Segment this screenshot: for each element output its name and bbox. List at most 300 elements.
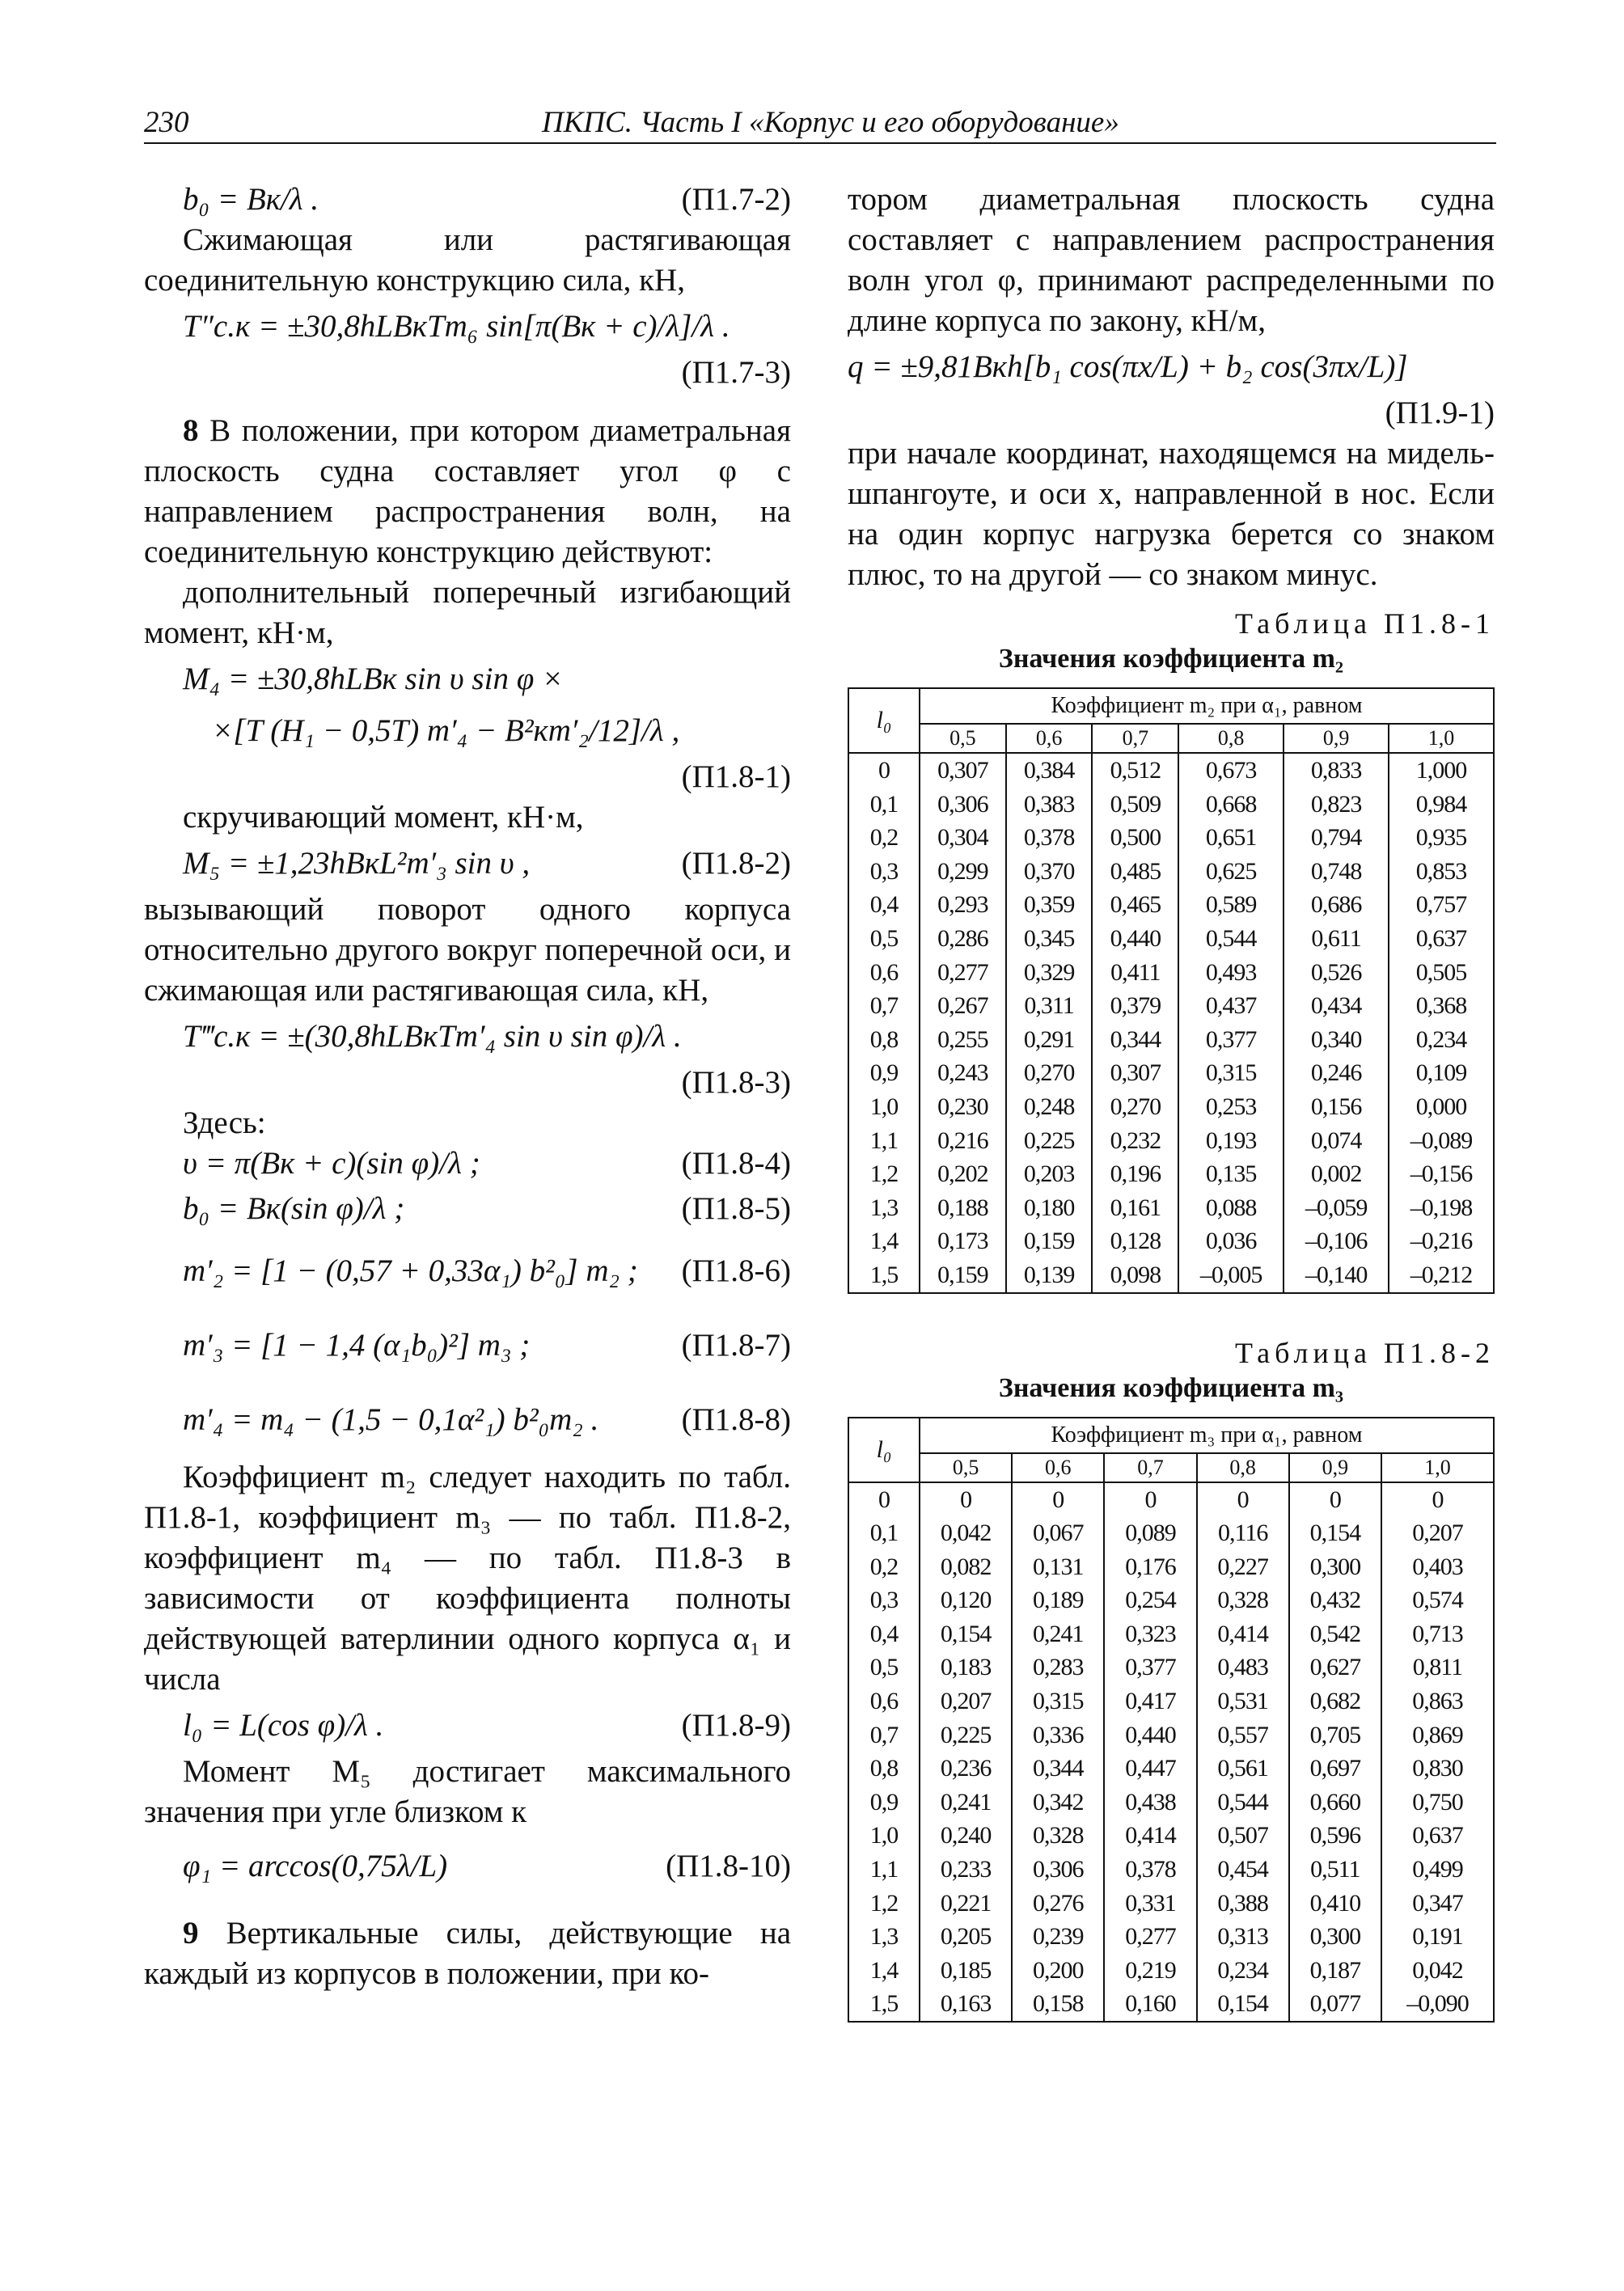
value-cell: 0,596	[1289, 1819, 1381, 1853]
table-row	[848, 1853, 1494, 1887]
equation-formula: m′₂ = [1 − (0,57 + 0,33α₁) b²₀] m₂ ;	[183, 1253, 638, 1288]
equation-number: (П1.8-9)	[681, 1708, 791, 1743]
value-cell: 0,757	[1389, 888, 1494, 922]
equation-number: (П1.8-7)	[681, 1328, 791, 1363]
value-cell: 0,526	[1284, 956, 1389, 990]
value-cell: 0,984	[1389, 788, 1494, 822]
row-l0-cell: 0,1	[848, 1516, 920, 1550]
value-cell: 0,230	[920, 1090, 1006, 1124]
alpha-header: 0,7	[1104, 1453, 1196, 1482]
value-cell: 0,505	[1389, 956, 1494, 990]
equation-formula: M₅ = ±1,23hBкL²m′₃ sin υ ,	[183, 846, 531, 881]
row-l0-cell: 0,4	[848, 888, 920, 922]
value-cell: 0,000	[1389, 1090, 1494, 1124]
equation-p1-8-7	[144, 1308, 791, 1383]
table-row	[848, 855, 1494, 889]
row-l0-cell: 0,7	[848, 1718, 920, 1752]
section-number: 9	[183, 1916, 199, 1951]
value-cell: 0,511	[1289, 1853, 1381, 1887]
paragraph-here: Здесь:	[183, 1105, 266, 1140]
value-cell: 0,378	[1006, 821, 1093, 855]
value-cell: 0,863	[1381, 1684, 1494, 1718]
value-cell: 0,089	[1104, 1516, 1196, 1550]
value-cell: 0,440	[1104, 1718, 1196, 1752]
value-cell: 0,465	[1092, 888, 1178, 922]
value-cell: 0,306	[920, 788, 1006, 822]
value-cell: 0,159	[920, 1258, 1006, 1293]
value-cell: 0,185	[920, 1954, 1012, 1988]
equation-p1-8-9	[144, 1700, 791, 1752]
value-cell: –0,198	[1389, 1191, 1494, 1225]
value-cell: 0,347	[1381, 1887, 1494, 1921]
value-cell: 0,299	[920, 855, 1006, 889]
row-l0-cell: 0	[848, 1482, 920, 1517]
value-cell: 0,154	[1289, 1516, 1381, 1550]
row-header: l₀	[848, 688, 920, 753]
value-cell: 0,574	[1381, 1583, 1494, 1617]
table-m3	[848, 1417, 1495, 2023]
table-row	[848, 1718, 1494, 1752]
value-cell: 0,163	[920, 1987, 1012, 2022]
value-cell: 0,234	[1389, 1023, 1494, 1057]
value-cell: –0,090	[1381, 1987, 1494, 2022]
value-cell: 0,109	[1389, 1056, 1494, 1090]
value-cell: 0,359	[1006, 888, 1093, 922]
table-1-title: Значения коэффициента m₂	[998, 644, 1344, 674]
value-cell: 0,438	[1104, 1786, 1196, 1820]
row-l0-cell: 1,4	[848, 1224, 920, 1258]
value-cell: –0,106	[1284, 1224, 1389, 1258]
value-cell: 0,176	[1104, 1550, 1196, 1584]
value-cell: 0,625	[1178, 855, 1284, 889]
equation-formula: ×[T (H₁ − 0,5T) m′₄ − B²кm′₂/12]/λ ,	[212, 713, 680, 748]
value-cell: 0,440	[1092, 922, 1178, 956]
value-cell: –0,005	[1178, 1258, 1284, 1293]
paragraph-coefficient-m2: Коэффициент m₂ следует находить по табл. П1.8-1, коэффициент m₃ — по табл. П1.8-2, коэффициент m₄ — по табл. П1.8-3 в зависимости от коэффициента полноты действующей ватерлинии одного корпуса α₁ и числа	[144, 1460, 791, 1697]
value-cell: 0,833	[1284, 753, 1389, 788]
value-cell: 0,232	[1092, 1124, 1178, 1158]
value-cell: 0,378	[1104, 1853, 1196, 1887]
equation-formula: T‴с.к = ±(30,8hLBкTm′₄ sin υ sin φ)/λ .	[183, 1019, 682, 1054]
alpha-header: 0,9	[1289, 1453, 1381, 1482]
equation-number: (П1.7-2)	[681, 182, 791, 217]
value-cell: 0,193	[1178, 1124, 1284, 1158]
row-l0-cell: 0,8	[848, 1752, 920, 1786]
value-cell: 0,189	[1012, 1583, 1104, 1617]
equation-formula: υ = π(Bк + c)(sin φ)/λ ;	[183, 1146, 480, 1181]
table-row	[848, 1987, 1494, 2022]
table-row	[848, 922, 1494, 956]
value-cell: 0,811	[1381, 1651, 1494, 1684]
value-cell: 0,291	[1006, 1023, 1093, 1057]
paragraph-section-9	[144, 1913, 791, 1994]
group-header: Коэффициент m₃ при α₁, равном	[920, 1418, 1494, 1453]
value-cell: 0,067	[1012, 1516, 1104, 1550]
table-row	[848, 1617, 1494, 1651]
value-cell: 0,248	[1006, 1090, 1093, 1124]
value-cell: 0,379	[1092, 989, 1178, 1023]
value-cell: 0,154	[920, 1617, 1012, 1651]
table-1-label: Таблица П1.8-1	[1235, 607, 1495, 640]
equation-number: (П1.7-3)	[681, 355, 791, 390]
value-cell: 0,116	[1197, 1516, 1289, 1550]
row-l0-cell: 0,2	[848, 1550, 920, 1584]
value-cell: 0,241	[920, 1786, 1012, 1820]
value-cell: 0,180	[1006, 1191, 1093, 1225]
value-cell: 0,414	[1104, 1819, 1196, 1853]
value-cell: 0,286	[920, 922, 1006, 956]
value-cell: 0,411	[1092, 956, 1178, 990]
value-cell: 0,823	[1284, 788, 1389, 822]
row-l0-cell: 0,3	[848, 855, 920, 889]
equation-p1-8-3	[144, 1011, 791, 1063]
row-l0-cell: 1,0	[848, 1090, 920, 1124]
table-row	[848, 1157, 1494, 1191]
alpha-header-row	[848, 1453, 1494, 1482]
row-l0-cell: 0,4	[848, 1617, 920, 1651]
table-row	[848, 1224, 1494, 1258]
table-row	[848, 1819, 1494, 1853]
value-cell: 0,139	[1006, 1258, 1093, 1293]
alpha-header: 1,0	[1381, 1453, 1494, 1482]
value-cell: 0,227	[1197, 1550, 1289, 1584]
value-cell: 0,200	[1012, 1954, 1104, 1988]
value-cell: 0,161	[1092, 1191, 1178, 1225]
row-l0-cell: 0,6	[848, 956, 920, 990]
row-l0-cell: 1,1	[848, 1124, 920, 1158]
table-row	[848, 1258, 1494, 1293]
paragraph-section-8	[144, 411, 791, 573]
value-cell: 0,253	[1178, 1090, 1284, 1124]
value-cell: 0,447	[1104, 1752, 1196, 1786]
table-row	[848, 821, 1494, 855]
equation-formula: q = ±9,81Bкh[b₁ cos(πx/L) + b₂ cos(3πx/L)]	[848, 349, 1408, 384]
table-row	[848, 1550, 1494, 1584]
value-cell: 0	[920, 1482, 1012, 1517]
value-cell: 0,686	[1284, 888, 1389, 922]
row-l0-cell: 0,9	[848, 1056, 920, 1090]
value-cell: 0,207	[1381, 1516, 1494, 1550]
paragraph-rotation: вызывающий поворот одного корпуса относительно другого вокруг поперечной оси, и сжимающая или растягивающая сила, кН,	[144, 892, 791, 1008]
equation-formula: φ₁ = arccos(0,75λ/L)	[183, 1849, 448, 1883]
table-row	[848, 1651, 1494, 1684]
value-cell: 0,188	[920, 1191, 1006, 1225]
value-cell: 0,313	[1197, 1920, 1289, 1954]
value-cell: 0	[1104, 1482, 1196, 1517]
row-l0-cell: 1,3	[848, 1920, 920, 1954]
value-cell: 0,234	[1197, 1954, 1289, 1988]
value-cell: 0,074	[1284, 1124, 1389, 1158]
value-cell: 0,225	[1006, 1124, 1093, 1158]
equation-p1-8-10	[144, 1832, 791, 1900]
table-row	[848, 1090, 1494, 1124]
value-cell: 0,240	[920, 1819, 1012, 1853]
row-l0-cell: 1,4	[848, 1954, 920, 1988]
row-l0-cell: 0,5	[848, 922, 920, 956]
alpha-header: 0,6	[1006, 724, 1093, 753]
table-row	[848, 888, 1494, 922]
value-cell: 0,673	[1178, 753, 1284, 788]
value-cell: 0,191	[1381, 1920, 1494, 1954]
value-cell: 0,306	[1012, 1853, 1104, 1887]
value-cell: 0,156	[1284, 1090, 1389, 1124]
value-cell: 0,542	[1289, 1617, 1381, 1651]
value-cell: 0,417	[1104, 1684, 1196, 1718]
equation-formula: l₀ = L(cos φ)/λ .	[183, 1708, 384, 1743]
paragraph-moment-m5: Момент M₅ достигает максимального значения при угле близком к	[144, 1754, 791, 1829]
row-l0-cell: 1,5	[848, 1987, 920, 2022]
value-cell: 0,221	[920, 1887, 1012, 1921]
value-cell: 0,203	[1006, 1157, 1093, 1191]
value-cell: 0,160	[1104, 1987, 1196, 2022]
value-cell: 0,077	[1289, 1987, 1381, 2022]
value-cell: 0,434	[1284, 989, 1389, 1023]
equation-p1-7-3	[144, 301, 791, 353]
value-cell: 0	[1012, 1482, 1104, 1517]
row-l0-cell: 0	[848, 753, 920, 788]
value-cell: 0,383	[1006, 788, 1093, 822]
alpha-header: 0,7	[1092, 724, 1178, 753]
row-l0-cell: 1,5	[848, 1258, 920, 1293]
table-row	[848, 788, 1494, 822]
value-cell: 0,377	[1178, 1023, 1284, 1057]
value-cell: 0,202	[920, 1157, 1006, 1191]
value-cell: 0,187	[1289, 1954, 1381, 1988]
equation-formula: M₄ = ±30,8hLBк sin υ sin φ ×	[183, 662, 564, 696]
row-l0-cell: 1,0	[848, 1819, 920, 1853]
left-column	[144, 180, 791, 1994]
value-cell: 0,243	[920, 1056, 1006, 1090]
value-cell: 0	[1381, 1482, 1494, 1517]
equation-formula: b₀ = Bк/λ .	[183, 182, 319, 217]
section-number: 8	[183, 413, 199, 448]
equation-p1-8-2	[144, 838, 791, 890]
value-cell: 0,344	[1092, 1023, 1178, 1057]
alpha-header: 0,6	[1012, 1453, 1104, 1482]
value-cell: 0,267	[920, 989, 1006, 1023]
paragraph-distributed-load: тором диаметральная плоскость судна составляет с направлением распространения волн угол φ, принимают распределенными по длине корпуса по закону, кН/м,	[848, 182, 1495, 338]
value-cell: 0,277	[920, 956, 1006, 990]
row-l0-cell: 0,8	[848, 1023, 920, 1057]
equation-p1-8-6	[144, 1234, 791, 1308]
value-cell: 0,336	[1012, 1718, 1104, 1752]
value-cell: 0,307	[1092, 1056, 1178, 1090]
equation-p1-8-5	[144, 1189, 791, 1234]
value-cell: –0,059	[1284, 1191, 1389, 1225]
value-cell: 0,344	[1012, 1752, 1104, 1786]
value-cell: 0,345	[1006, 922, 1093, 956]
table-2-title: Значения коэффициента m₃	[998, 1372, 1344, 1403]
value-cell: 1,000	[1389, 753, 1494, 788]
value-cell: 0,512	[1092, 753, 1178, 788]
value-cell: 0,323	[1104, 1617, 1196, 1651]
value-cell: 0,315	[1012, 1684, 1104, 1718]
value-cell: 0,207	[920, 1684, 1012, 1718]
value-cell: 0,098	[1092, 1258, 1178, 1293]
value-cell: 0,270	[1092, 1090, 1178, 1124]
value-cell: 0,088	[1178, 1191, 1284, 1225]
value-cell: 0,254	[1104, 1583, 1196, 1617]
alpha-header: 0,8	[1178, 724, 1284, 753]
value-cell: 0,236	[920, 1752, 1012, 1786]
value-cell: 0,120	[920, 1583, 1012, 1617]
value-cell: 0,002	[1284, 1157, 1389, 1191]
value-cell: 0,158	[1012, 1987, 1104, 2022]
value-cell: 0,531	[1197, 1684, 1289, 1718]
value-cell: 0,713	[1381, 1617, 1494, 1651]
value-cell: 0,668	[1178, 788, 1284, 822]
value-cell: 0,611	[1284, 922, 1389, 956]
equation-number: (П1.9-1)	[1385, 395, 1495, 430]
value-cell: 0,368	[1389, 989, 1494, 1023]
value-cell: 0,748	[1284, 855, 1389, 889]
value-cell: 0,557	[1197, 1718, 1289, 1752]
value-cell: 0,293	[920, 888, 1006, 922]
paragraph-bending-moment: дополнительный поперечный изгибающий момент, кН·м,	[144, 575, 791, 650]
running-title: ПКПС. Часть I «Корпус и его оборудование»	[542, 106, 1119, 139]
row-l0-cell: 0,7	[848, 989, 920, 1023]
value-cell: 0,246	[1284, 1056, 1389, 1090]
table-row	[848, 1752, 1494, 1786]
value-cell: 0,328	[1012, 1819, 1104, 1853]
equation-number: (П1.8-1)	[681, 759, 791, 794]
table-row	[848, 1056, 1494, 1090]
value-cell: –0,140	[1284, 1258, 1389, 1293]
paragraph-compressive-force: Сжимающая или растягивающая соединительную конструкцию сила, кН,	[144, 222, 791, 298]
value-cell: 0,544	[1178, 922, 1284, 956]
value-cell: 0,561	[1197, 1752, 1289, 1786]
table-row	[848, 1191, 1494, 1225]
value-cell: 0,277	[1104, 1920, 1196, 1954]
value-cell: 0,135	[1178, 1157, 1284, 1191]
table-row	[848, 1482, 1494, 1517]
row-header: l₀	[848, 1418, 920, 1482]
value-cell: 0,239	[1012, 1920, 1104, 1954]
row-l0-cell: 0,5	[848, 1651, 920, 1684]
value-cell: 0,128	[1092, 1224, 1178, 1258]
value-cell: 0,196	[1092, 1157, 1178, 1191]
value-cell: 0,042	[1381, 1954, 1494, 1988]
value-cell: 0,414	[1197, 1617, 1289, 1651]
value-cell: 0,042	[920, 1516, 1012, 1550]
value-cell: –0,156	[1389, 1157, 1494, 1191]
table-row	[848, 1516, 1494, 1550]
value-cell: 0,651	[1178, 821, 1284, 855]
value-cell: 0,270	[1006, 1056, 1093, 1090]
alpha-header-row	[848, 724, 1494, 753]
value-cell: 0,233	[920, 1853, 1012, 1887]
value-cell: 0,154	[1197, 1987, 1289, 2022]
equation-formula: m′₃ = [1 − 1,4 (α₁b₀)²] m₃ ;	[183, 1328, 531, 1363]
value-cell: 0,869	[1381, 1718, 1494, 1752]
value-cell: 0,183	[920, 1651, 1012, 1684]
value-cell: 0,493	[1178, 956, 1284, 990]
value-cell: 0,660	[1289, 1786, 1381, 1820]
value-cell: 0,697	[1289, 1752, 1381, 1786]
page-header	[144, 102, 1496, 144]
value-cell: 0,036	[1178, 1224, 1284, 1258]
row-l0-cell: 0,1	[848, 788, 920, 822]
group-header: Коэффициент m₂ при α₁, равном	[920, 688, 1494, 724]
value-cell: 0,853	[1389, 855, 1494, 889]
value-cell: 0,315	[1178, 1056, 1284, 1090]
table-row	[848, 1124, 1494, 1158]
table-row	[848, 1954, 1494, 1988]
value-cell: 0,432	[1289, 1583, 1381, 1617]
equation-formula: b₀ = Bк(sin φ)/λ ;	[183, 1191, 405, 1226]
value-cell: 0,454	[1197, 1853, 1289, 1887]
table-m2	[848, 687, 1495, 1294]
value-cell: 0,283	[1012, 1651, 1104, 1684]
alpha-header: 0,9	[1284, 724, 1389, 753]
page-number: 230	[144, 106, 189, 139]
value-cell: 0,159	[1006, 1224, 1093, 1258]
equation-p1-8-8	[144, 1383, 791, 1457]
value-cell: 0,544	[1197, 1786, 1289, 1820]
value-cell: 0,300	[1289, 1920, 1381, 1954]
right-column	[848, 180, 1495, 2023]
alpha-header: 0,5	[920, 1453, 1012, 1482]
value-cell: 0,500	[1092, 821, 1178, 855]
equation-number: (П1.8-3)	[681, 1065, 791, 1100]
value-cell: 0,370	[1006, 855, 1093, 889]
row-l0-cell: 0,9	[848, 1786, 920, 1820]
row-l0-cell: 1,2	[848, 1157, 920, 1191]
alpha-header: 0,5	[920, 724, 1006, 753]
value-cell: 0,437	[1178, 989, 1284, 1023]
value-cell: 0,750	[1381, 1786, 1494, 1820]
value-cell: –0,212	[1389, 1258, 1494, 1293]
equation-number: (П1.8-5)	[681, 1191, 791, 1226]
equation-p1-8-4	[144, 1143, 791, 1189]
value-cell: 0	[1197, 1482, 1289, 1517]
value-cell: 0,485	[1092, 855, 1178, 889]
value-cell: 0,304	[920, 821, 1006, 855]
value-cell: 0,403	[1381, 1550, 1494, 1584]
value-cell: 0,131	[1012, 1550, 1104, 1584]
value-cell: 0,589	[1178, 888, 1284, 922]
row-l0-cell: 1,2	[848, 1887, 920, 1921]
value-cell: 0,627	[1289, 1651, 1381, 1684]
alpha-header: 1,0	[1389, 724, 1494, 753]
value-cell: 0,705	[1289, 1718, 1381, 1752]
value-cell: 0	[1289, 1482, 1381, 1517]
value-cell: 0,255	[920, 1023, 1006, 1057]
table-2-label: Таблица П1.8-2	[1235, 1336, 1495, 1369]
value-cell: 0,342	[1012, 1786, 1104, 1820]
section-9-text: Вертикальные силы, действующие на каждый из корпусов в положении, при ко-	[144, 1916, 792, 1991]
value-cell: 0,388	[1197, 1887, 1289, 1921]
value-cell: 0,384	[1006, 753, 1093, 788]
value-cell: 0,329	[1006, 956, 1093, 990]
value-cell: 0,331	[1104, 1887, 1196, 1921]
equation-number: (П1.8-4)	[681, 1146, 791, 1181]
value-cell: 0,637	[1381, 1819, 1494, 1853]
value-cell: 0,082	[920, 1550, 1012, 1584]
value-cell: 0,241	[1012, 1617, 1104, 1651]
table-row	[848, 1684, 1494, 1718]
table-row	[848, 753, 1494, 788]
value-cell: 0,935	[1389, 821, 1494, 855]
value-cell: 0,794	[1284, 821, 1389, 855]
value-cell: 0,637	[1389, 922, 1494, 956]
value-cell: 0,276	[1012, 1887, 1104, 1921]
equation-number: (П1.8-10)	[666, 1849, 791, 1883]
value-cell: 0,507	[1197, 1819, 1289, 1853]
value-cell: 0,205	[920, 1920, 1012, 1954]
equation-number: (П1.8-6)	[681, 1253, 791, 1288]
equation-p1-8-1b	[144, 705, 791, 757]
